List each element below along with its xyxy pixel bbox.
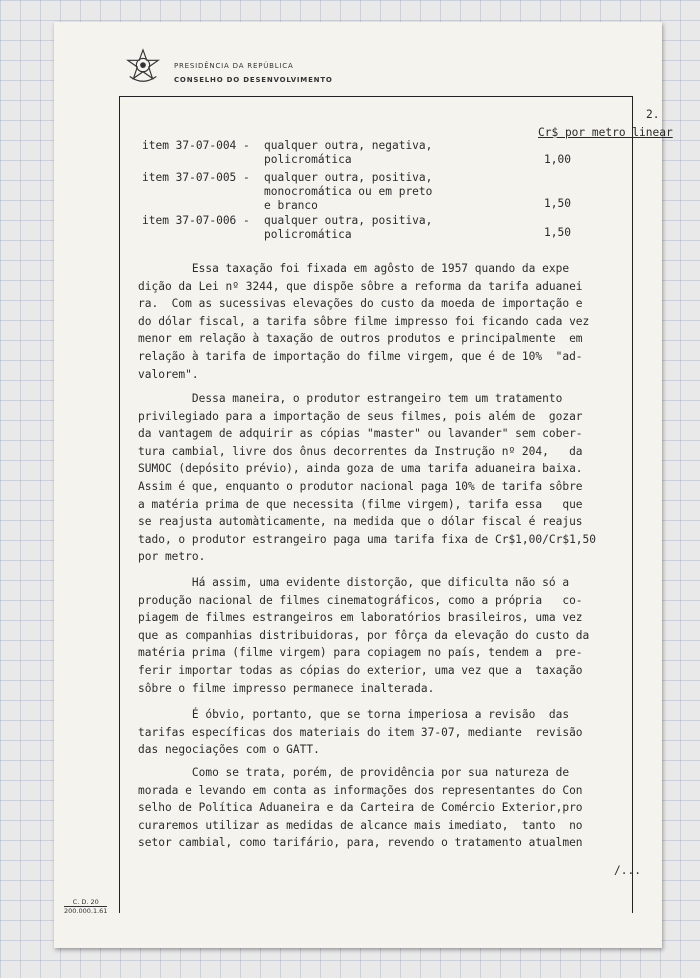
text-line: setor cambial, como tarifário, para, revendo o tratamento atualmen: [138, 836, 583, 850]
text-line: Como se trata, porém, de providência por sua natureza de: [138, 766, 570, 779]
item-desc: monocromática ou em preto: [264, 185, 433, 198]
text-line: É óbvio, portanto, que se torna imperiosa a revisão das: [138, 708, 570, 721]
text-line: dição da Lei nº 3244, que dispõe sôbre a reforma da tarifa aduanei: [138, 279, 583, 293]
item-desc: qualquer outra, positiva,: [264, 214, 433, 227]
document-sheet: [54, 22, 673, 948]
text-line: a matéria prima de que necessita (filme virgem), tarifa essa que: [138, 497, 583, 511]
text-line: Essa taxação foi fixada em agôsto de 1957 quando da expe: [138, 262, 570, 275]
text-line: menor em relação à taxação de outros produtos e principalmente em: [138, 332, 583, 346]
paragraph: [138, 390, 626, 566]
text-line: Há assim, uma evidente distorção, que dificulta não só a: [138, 576, 570, 589]
text-line: Dessa maneira, o produtor estrangeiro tem um tratamento: [138, 392, 563, 405]
text-line: ferir importar todas as cópias do exterior, uma vez que a taxação: [138, 663, 583, 677]
item-code: item 37-07-005 -: [142, 171, 250, 184]
text-line: curaremos utilizar as medidas de alcance mais imediato, tanto no: [138, 818, 583, 832]
text-line: SUMOC (depósito prévio), ainda goza de uma tarifa aduaneira baixa.: [138, 462, 583, 476]
text-line: que as companhias distribuidoras, por fôrça da elevação do custo da: [138, 628, 590, 642]
item-desc: e branco: [264, 199, 318, 212]
text-line: tarifas específicas dos materiais do item 37-07, mediante revisão: [138, 725, 583, 739]
item-desc: qualquer outra, positiva,: [264, 171, 433, 184]
item-desc: policromática: [264, 153, 352, 166]
text-line: Assim é que, enquanto o produtor nacional paga 10% de tarifa sôbre: [138, 479, 583, 493]
text-line: privilegiado para a importação de seus filmes, pois além de gozar: [138, 409, 583, 423]
text-line: produção nacional de filmes cinematográficos, como a própria co-: [138, 593, 583, 607]
header-council: CONSELHO DO DESENVOLVIMENTO: [174, 76, 333, 84]
item-code: item 37-07-004 -: [142, 139, 250, 152]
text-line: das negociações com o GATT.: [138, 743, 320, 757]
paragraph: [138, 706, 626, 759]
text-line: valorem".: [138, 367, 199, 381]
text-line: da vantagem de adquirir as cópias "master" ou lavander" sem cober-: [138, 427, 583, 441]
text-line: do dólar fiscal, a tarifa sôbre filme impresso foi ficando cada vez: [138, 314, 590, 328]
text-line: sôbre o filme impresso permanece inalterada.: [138, 681, 435, 695]
item-desc: qualquer outra, negativa,: [264, 139, 433, 152]
text-line: morada e levando em conta as informações dos representantes do Con: [138, 783, 583, 797]
item-desc: policromática: [264, 228, 352, 241]
item-value: 1,00: [544, 153, 571, 166]
coat-of-arms-icon: [124, 48, 162, 86]
text-line: piagem de filmes estrangeiros em laboratórios brasileiros, uma vez: [138, 611, 583, 625]
paragraph: [138, 260, 626, 383]
item-value: 1,50: [544, 197, 571, 210]
header-presidency: PRESIDÊNCIA DA REPÚBLICA: [174, 62, 294, 70]
form-code: [64, 898, 107, 915]
form-code-line2: 200.000.1.61: [64, 907, 108, 915]
text-line: selho de Política Aduaneira e da Carteira de Comércio Exterior,pro: [138, 801, 583, 815]
paragraph: [138, 764, 626, 852]
item-code: item 37-07-006 -: [142, 214, 250, 227]
form-code-line1: C. D. 20: [72, 898, 99, 906]
page-number: 2.: [646, 108, 660, 121]
paragraph: [138, 574, 626, 697]
text-line: por metro.: [138, 550, 206, 564]
text-line: se reajusta automàticamente, na medida que o dólar fiscal é reajus: [138, 515, 583, 529]
text-line: matéria prima (filme virgem) para copiagem no país, tendem a pre-: [138, 646, 583, 660]
text-line: ra. Com as sucessivas elevações do custo da moeda de importação e: [138, 297, 583, 311]
text-line: tado, o produtor estrangeiro paga uma tarifa fixa de Cr$1,00/Cr$1,50: [138, 532, 597, 546]
continuation-mark: /...: [614, 864, 641, 877]
text-line: tura cambial, livre dos ônus decorrentes da Instrução nº 204, da: [138, 444, 583, 458]
item-value: 1,50: [544, 226, 571, 239]
text-line: relação à tarifa de importação do filme virgem, que é de 10% "ad-: [138, 349, 583, 363]
column-header: Cr$ por metro linear: [538, 126, 673, 139]
